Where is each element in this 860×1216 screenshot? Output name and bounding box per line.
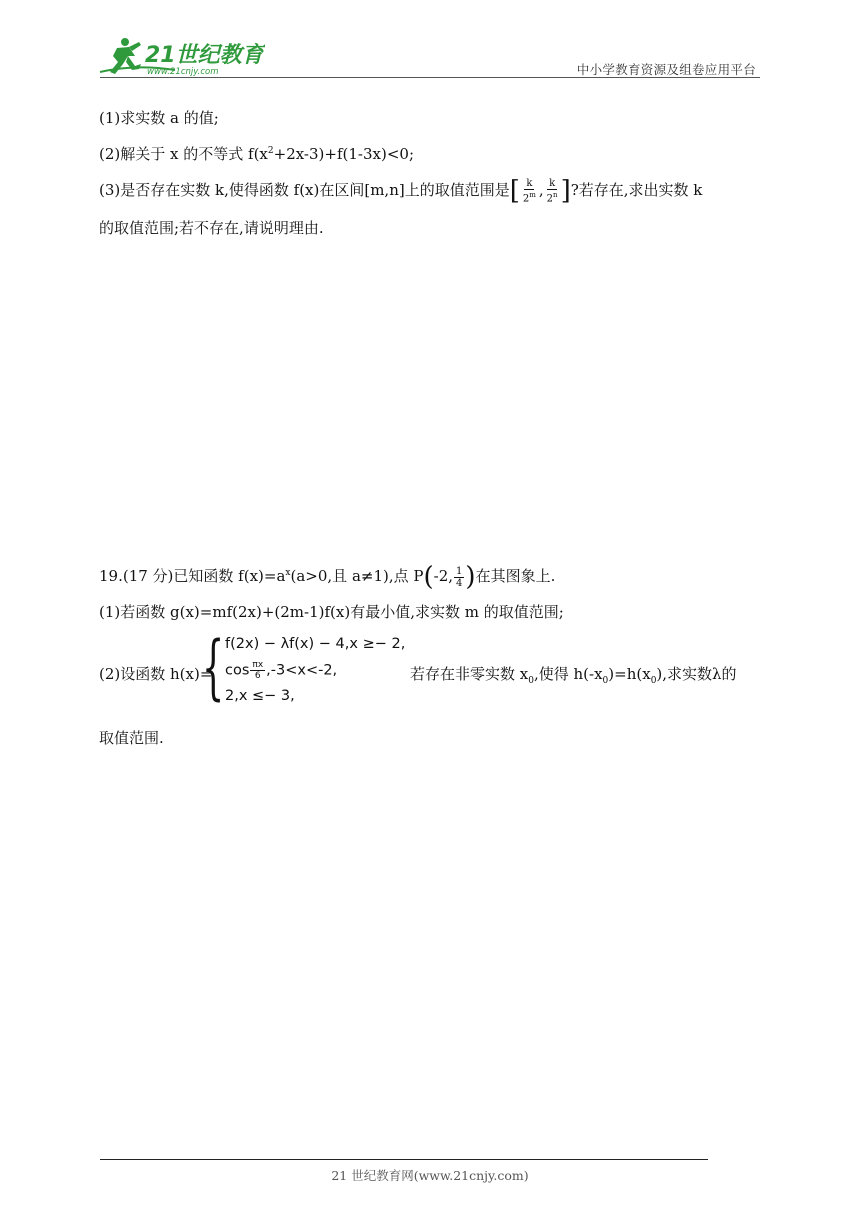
piecewise-case-3: 2,x ≤− 3, bbox=[225, 688, 295, 704]
q19-stem bbox=[99, 562, 556, 592]
q18-part2 bbox=[99, 141, 414, 164]
fraction-denominator: 2$^m$ bbox=[522, 191, 536, 205]
right-paren: ) bbox=[465, 562, 476, 592]
q18-part2-text-a: (2)解关于 x 的不等式 f(x bbox=[99, 145, 268, 163]
logo-url: www.21cnjy.com bbox=[147, 67, 219, 77]
point-x: -2, bbox=[433, 567, 454, 585]
header-divider bbox=[100, 77, 760, 78]
fraction-denominator: 4 bbox=[456, 577, 463, 589]
fraction-denominator: 2$^n$ bbox=[546, 191, 558, 205]
q19-stem-exp: x bbox=[285, 568, 291, 578]
q19-stem-a: 19.(17 分)已知函数 f(x)=a bbox=[99, 567, 286, 585]
page-header bbox=[95, 30, 760, 78]
q18-part3-text-b: ?若存在,求出实数 k bbox=[570, 181, 703, 200]
fraction-numerator: 1 bbox=[456, 565, 463, 577]
logo-text: 21世纪教育 bbox=[145, 43, 264, 68]
q19-part2 bbox=[99, 626, 779, 711]
fraction-k-over-2n bbox=[545, 178, 560, 204]
q18-part3-text-a: (3)是否存在实数 k,使得函数 f(x)在区间[m,n]上的取值范围是 bbox=[99, 181, 510, 200]
fraction-numerator: k bbox=[526, 178, 533, 189]
left-paren: ( bbox=[423, 562, 434, 592]
footer-divider bbox=[100, 1159, 708, 1160]
logo bbox=[95, 34, 265, 78]
q18-part3 bbox=[99, 176, 703, 207]
fraction-k-over-2m bbox=[521, 178, 538, 204]
left-brace: { bbox=[202, 626, 225, 708]
piecewise-case-2: cos $\frac{\pi x}{6}$ ,-3<x<-2, bbox=[225, 660, 338, 681]
right-bracket: ] bbox=[560, 176, 571, 207]
site-name: 中小学教育资源及组卷应用平台 bbox=[576, 62, 756, 77]
left-bracket: [ bbox=[509, 176, 520, 207]
q19-stem-c: 在其图象上. bbox=[475, 567, 556, 585]
q18-part3-cont: 的取值范围;若不存在,请说明理由. bbox=[99, 219, 324, 237]
page-footer: 21 世纪教育网(www.21cnjy.com) bbox=[331, 1168, 529, 1183]
q19-stem-b: (a>0,且 a≠1),点 P bbox=[290, 567, 424, 585]
fraction-separator: , bbox=[538, 181, 544, 200]
q19-part1: (1)若函数 g(x)=mf(2x)+(2m-1)f(x)有最小值,求实数 m 的取值范围; bbox=[99, 603, 564, 621]
q18-part1: (1)求实数 a 的值; bbox=[99, 109, 219, 127]
fraction-one-quarter bbox=[454, 566, 464, 589]
q18-part2-text-b: +2x-3)+f(1-3x)<0; bbox=[273, 145, 415, 163]
q19-part2-end: 取值范围. bbox=[99, 729, 164, 747]
fraction-numerator: k bbox=[549, 178, 556, 189]
q19-part2-label: (2)设函数 h(x)= bbox=[99, 665, 213, 683]
q18-part2-exp: 2 bbox=[267, 146, 274, 156]
piecewise-case-1: f(2x) − λf(x) − 4,x ≥− 2, bbox=[225, 636, 406, 652]
q19-part2-condition: 若存在非零实数 $x_0$,使得 $h(-x_0)=h(x_0)$,求实数λ的 bbox=[410, 665, 737, 686]
